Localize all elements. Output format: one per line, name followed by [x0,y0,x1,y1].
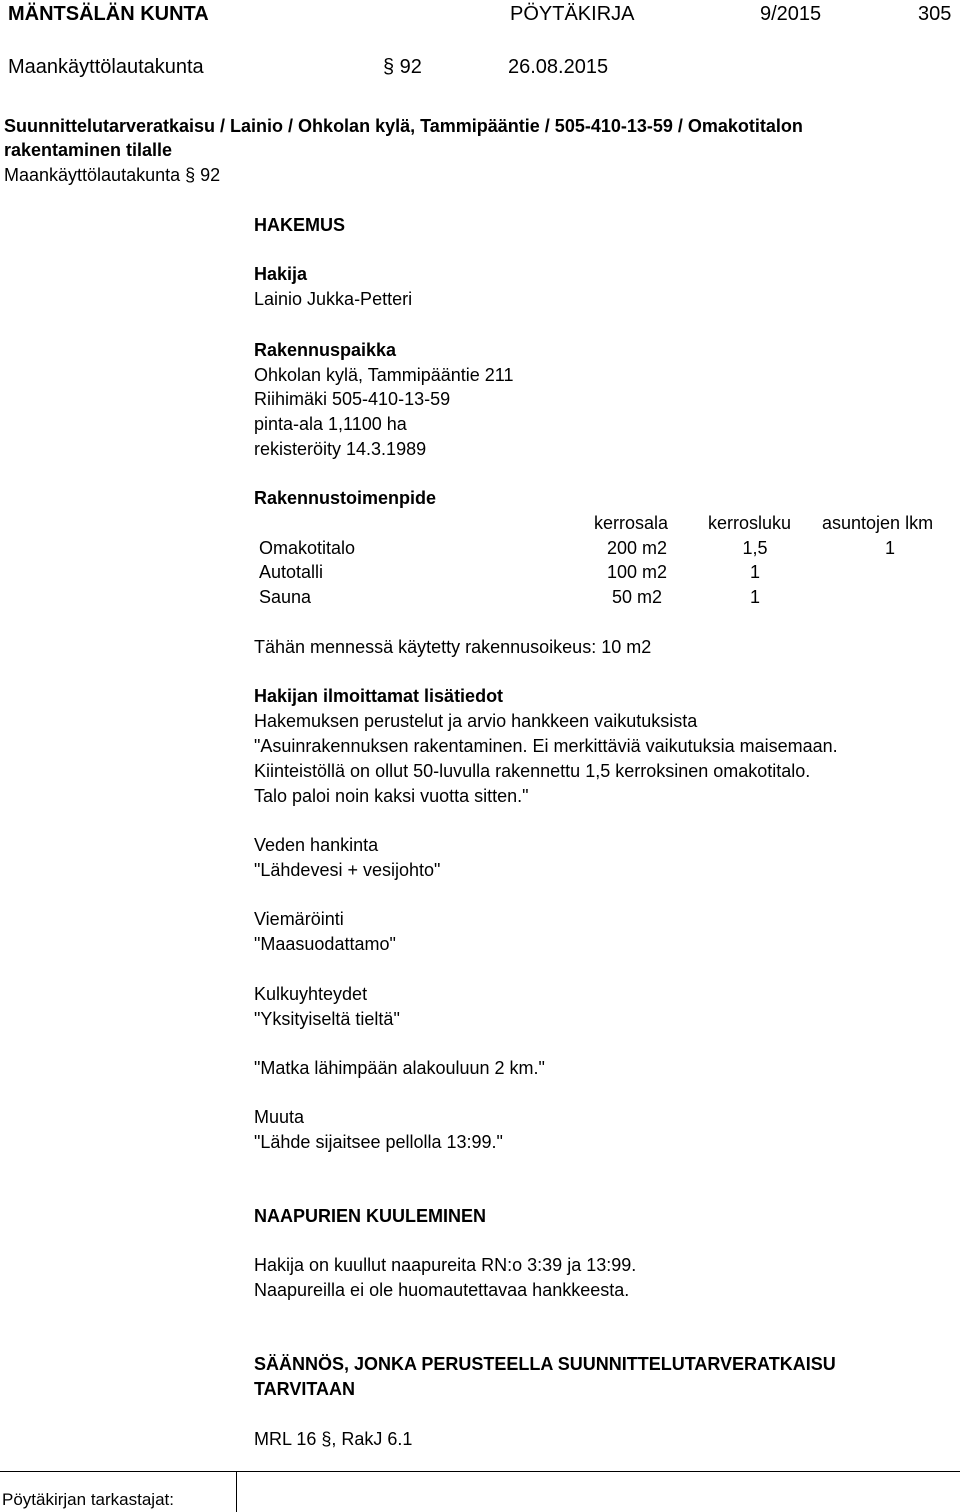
poytakirjan-tarkastajat-label: Pöytäkirjan tarkastajat: [2,1490,174,1509]
lisatiedot-label: Hakijan ilmoittamat lisätiedot [254,686,504,706]
naapuri-line: Naapureilla ei ole huomautettavaa hankkeesta. [254,1280,630,1300]
row-name: Sauna [259,587,312,607]
signature-divider [236,1471,237,1512]
viemarointi-label: Viemäröinti [254,909,344,929]
row-asunnot: 1 [884,538,895,558]
footer-divider [0,1471,960,1472]
naapurien-kuuleminen-heading: NAAPURIEN KUULEMINEN [254,1206,487,1226]
row-kerrosluku: 1 [749,562,760,582]
muuta-value: "Lähde sijaitsee pellolla 13:99." [254,1132,503,1152]
saados-reference: MRL 16 §, RakJ 6.1 [254,1429,413,1449]
lisatiedot-line: Kiinteistöllä on ollut 50-luvulla rakennettu 1,5 kerroksinen omakotitalo. [254,761,811,781]
kulkuyhteydet-label: Kulkuyhteydet [254,984,368,1004]
column-header-asuntojen-lkm: asuntojen lkm [822,513,934,533]
saados-heading-continued: TARVITAAN [254,1379,355,1399]
muuta-label: Muuta [254,1107,305,1127]
rakennustoimenpide-label: Rakennustoimenpide [254,488,437,508]
matka-text: "Matka lähimpään alakouluun 2 km." [254,1058,545,1078]
veden-hankinta-value: "Lähdevesi + vesijohto" [254,860,441,880]
row-kerrosluku: 1,5 [742,538,768,558]
page-number: 305 [918,3,952,25]
title-line-1: Suunnittelutarveratkaisu / Lainio / Ohkolan kylä, Tammipääntie / 505-410-13-59 / Omakotitalon [4,116,803,136]
meeting-date: 26.08.2015 [508,56,609,78]
saados-heading: SÄÄNNÖS, JONKA PERUSTEELLA SUUNNITTELUTARVERATKAISU [254,1354,836,1374]
hakemus-heading: HAKEMUS [254,215,346,235]
row-kerrosala: 100 m2 [606,562,668,582]
column-header-kerrosala: kerrosala [594,513,669,533]
viemarointi-value: "Maasuodattamo" [254,934,396,954]
lisatiedot-line: "Asuinrakennuksen rakentaminen. Ei merkittäviä vaikutuksia maisemaan. [254,736,838,756]
municipality-name: MÄNTSÄLÄN KUNTA [8,3,209,25]
lisatiedot-line: Hakemuksen perustelut ja arvio hankkeen vaikutuksista [254,711,698,731]
document-number: 9/2015 [760,3,822,25]
committee-name: Maankäyttölautakunta [8,56,204,78]
title-line-2: rakentaminen tilalle [4,140,173,160]
veden-hankinta-label: Veden hankinta [254,835,379,855]
row-kerrosala: 50 m2 [611,587,663,607]
kulkuyhteydet-value: "Yksityiseltä tieltä" [254,1009,400,1029]
title-line-3: Maankäyttölautakunta § 92 [4,165,221,185]
row-kerrosluku: 1 [749,587,760,607]
rakennuspaikka-line: rekisteröity 14.3.1989 [254,439,427,459]
hakija-label: Hakija [254,264,308,284]
kaytetty-rakennusoikeus: Tähän mennessä käytetty rakennusoikeus: 10 m2 [254,637,652,657]
rakennuspaikka-line: Ohkolan kylä, Tammipääntie 211 [254,365,514,385]
document-type: PÖYTÄKIRJA [510,3,635,25]
rakennuspaikka-line: Riihimäki 505-410-13-59 [254,389,451,409]
rakennuspaikka-line: pinta-ala 1,1100 ha [254,414,407,434]
row-kerrosala: 200 m2 [606,538,668,558]
column-header-kerrosluku: kerrosluku [708,513,792,533]
row-name: Omakotitalo [259,538,356,558]
row-name: Autotalli [259,562,324,582]
naapuri-line: Hakija on kuullut naapureita RN:o 3:39 ja 13:99. [254,1255,637,1275]
rakennuspaikka-label: Rakennuspaikka [254,340,397,360]
lisatiedot-line: Talo paloi noin kaksi vuotta sitten." [254,786,529,806]
section-number: § 92 [383,56,422,78]
hakija-value: Lainio Jukka-Petteri [254,289,413,309]
